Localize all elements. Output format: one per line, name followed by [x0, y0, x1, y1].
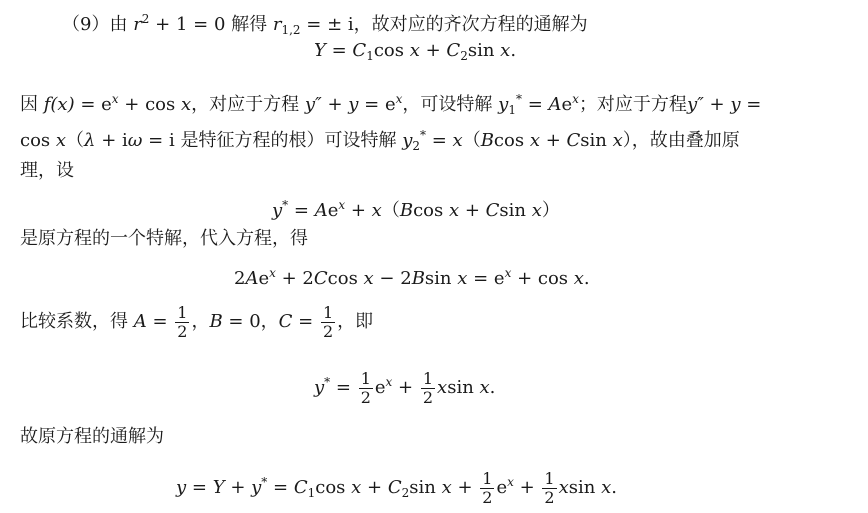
math-var: Y	[212, 477, 225, 498]
text-run: ，	[191, 311, 210, 332]
math-var: f(x)	[43, 94, 75, 115]
text-run: = ± i，故对应的齐次方程的通解为	[300, 14, 588, 35]
math-var: x	[558, 477, 569, 498]
math-var: y	[272, 200, 283, 221]
text-run: = e	[74, 94, 112, 115]
math-var: x	[479, 377, 490, 398]
fraction-denominator: 2	[482, 487, 493, 507]
text-run: 2	[234, 268, 246, 289]
math-var: A	[314, 200, 328, 221]
text-run: +	[513, 477, 541, 498]
solution-line-general	[20, 426, 164, 448]
text-run: +	[539, 130, 567, 151]
text-run: =	[521, 94, 549, 115]
math-var: x	[612, 130, 623, 151]
superscript: x	[269, 266, 276, 280]
math-var: y	[176, 477, 187, 498]
math-var: x	[448, 200, 460, 221]
math-var: x	[601, 477, 612, 498]
text-run: 理，设	[20, 160, 74, 181]
text-run: +	[345, 200, 372, 221]
text-run: +	[419, 40, 447, 61]
text-run: ，可设特解	[402, 94, 499, 115]
text-run: （9）由	[62, 14, 134, 35]
subscript: 1	[307, 486, 316, 500]
fraction-one-half	[421, 370, 435, 407]
text-run: sin	[499, 200, 532, 221]
text-run: =	[288, 200, 315, 221]
math-var: λ	[84, 130, 96, 151]
text-run: =	[292, 311, 319, 332]
text-run: +	[392, 377, 419, 398]
fraction-numerator: 1	[544, 468, 555, 488]
math-var: r	[133, 14, 142, 35]
math-var: A	[245, 268, 259, 289]
text-run: 因	[20, 94, 44, 115]
math-var: r	[272, 14, 282, 35]
text-run: sin	[409, 477, 442, 498]
fraction-denominator: 2	[422, 387, 434, 407]
superscript: x	[504, 266, 512, 280]
fraction-denominator: 2	[177, 321, 188, 341]
fraction-one-half	[175, 304, 189, 341]
solution-line-particular-intro	[20, 88, 761, 121]
math-var: C	[293, 477, 308, 498]
math-var: C	[352, 40, 367, 61]
text-run: 故原方程的通解为	[20, 426, 164, 447]
particular-solution-formula	[314, 362, 495, 408]
text-run: sin	[447, 377, 480, 398]
math-var: x	[180, 94, 192, 115]
text-run: .	[611, 477, 617, 498]
text-run: （	[381, 200, 400, 221]
math-var: x	[573, 268, 584, 289]
math-var: y	[251, 477, 262, 498]
solution-line-substitute	[20, 228, 308, 250]
fraction-numerator: 1	[322, 302, 334, 322]
text-run: ，即	[337, 311, 374, 332]
text-run: + cos	[511, 268, 574, 289]
math-var: y	[402, 130, 413, 151]
math-var: x	[457, 268, 468, 289]
superscript: *	[515, 92, 522, 106]
text-run: = 0，	[222, 311, 279, 332]
text-run: sin	[424, 268, 458, 289]
math-var: x	[529, 130, 540, 151]
math-var: x	[441, 477, 452, 498]
text-run: .	[583, 268, 590, 289]
text-run: cos	[327, 268, 364, 289]
text-run: e	[258, 268, 270, 289]
fraction-numerator: 1	[360, 368, 371, 388]
text-run: = e	[467, 268, 505, 289]
text-run: （	[462, 130, 481, 151]
text-run: + cos	[118, 94, 181, 115]
math-var: x	[437, 377, 448, 398]
math-var: C	[566, 130, 581, 151]
fraction-one-half	[542, 470, 556, 507]
text-run: + 2	[275, 268, 314, 289]
superscript: x	[111, 92, 119, 106]
text-run: cos	[20, 130, 56, 151]
text-run: 是原方程的一个特解，代入方程，得	[20, 228, 308, 249]
text-run: cos	[413, 200, 449, 221]
text-run: sin	[568, 477, 602, 498]
math-var: A	[548, 94, 562, 115]
solution-line-second-particular	[20, 124, 740, 157]
subscript: 1,2	[281, 23, 301, 37]
text-run: =	[146, 311, 174, 332]
math-var: A	[133, 311, 147, 332]
fraction-one-half	[321, 304, 335, 341]
trial-solution-formula	[272, 194, 560, 222]
text-run: +	[224, 477, 252, 498]
text-run: cos	[493, 130, 530, 151]
text-run: e	[327, 200, 339, 221]
math-var: C	[485, 200, 500, 221]
homogeneous-solution-formula	[314, 40, 516, 67]
text-run: + 1 = 0 解得	[149, 14, 273, 35]
math-var: C	[446, 40, 461, 61]
fraction-denominator: 2	[544, 487, 555, 507]
math-var: x	[351, 477, 362, 498]
math-var: y	[498, 94, 509, 115]
superscript: 2	[141, 12, 150, 26]
text-run: 比较系数，得	[20, 311, 134, 332]
text-run: =	[426, 130, 453, 151]
text-run: = e	[358, 94, 396, 115]
math-var: ω	[127, 130, 143, 151]
text-run: =	[186, 477, 213, 498]
subscript: 2	[412, 139, 420, 153]
fraction-numerator: 1	[482, 468, 493, 488]
superscript: x	[338, 198, 346, 212]
text-run: =	[325, 40, 353, 61]
fraction-numerator: 1	[422, 368, 434, 388]
text-run: =	[267, 477, 294, 498]
superscript: x	[385, 375, 393, 389]
superscript: *	[261, 475, 268, 489]
text-run: +	[361, 477, 388, 498]
text-run: .	[510, 40, 517, 61]
text-run: .	[489, 377, 496, 398]
superscript: *	[282, 198, 289, 212]
substituted-equation	[234, 262, 590, 290]
text-run: =	[330, 377, 357, 398]
math-var: y″ + y	[304, 94, 359, 115]
fraction-numerator: 1	[177, 302, 188, 322]
math-var: x	[371, 200, 382, 221]
general-solution-formula	[176, 462, 617, 513]
text-run: ），故由叠加原	[622, 130, 740, 151]
text-run: （	[66, 130, 85, 151]
math-var: y	[314, 377, 325, 398]
math-var: Y	[314, 40, 326, 61]
math-var: x	[500, 40, 511, 61]
fraction-denominator: 2	[360, 387, 371, 407]
text-run: cos	[315, 477, 352, 498]
subscript: 1	[508, 103, 516, 117]
text-run: cos	[373, 40, 410, 61]
text-run: sin	[580, 130, 613, 151]
coefficient-comparison	[20, 302, 373, 342]
text-run: +	[451, 477, 479, 498]
math-var: B	[399, 200, 414, 221]
math-var: x	[452, 130, 463, 151]
fraction-one-half	[359, 370, 373, 407]
superscript: *	[420, 128, 426, 142]
math-var: B	[411, 268, 425, 289]
superscript: x	[395, 92, 403, 106]
text-run: + i	[95, 130, 128, 151]
math-var: y″ + y	[686, 94, 741, 115]
math-var: C	[313, 268, 328, 289]
superscript: *	[324, 375, 331, 389]
math-var: B	[209, 311, 223, 332]
text-run: e	[496, 477, 508, 498]
fraction-denominator: 2	[322, 321, 334, 341]
math-var: x	[531, 200, 542, 221]
math-var: C	[278, 311, 293, 332]
text-run: +	[459, 200, 486, 221]
text-run: − 2	[373, 268, 412, 289]
text-run: sin	[467, 40, 501, 61]
subscript: 2	[401, 486, 410, 500]
text-run: =	[740, 94, 762, 115]
text-run: ）	[541, 200, 560, 221]
solution-line-superposition	[20, 160, 74, 182]
subscript: 1	[366, 49, 374, 63]
math-var: x	[363, 268, 374, 289]
subscript: 2	[460, 49, 468, 63]
math-var: x	[409, 40, 420, 61]
text-run: ，对应于方程	[191, 94, 305, 115]
text-run: = i 是特征方程的根）可设特解	[142, 130, 403, 151]
text-run: ；对应于方程	[578, 94, 687, 115]
math-var: C	[387, 477, 402, 498]
superscript: x	[572, 92, 579, 106]
math-var: B	[480, 130, 494, 151]
solution-line-problem-9	[62, 8, 588, 41]
fraction-one-half	[480, 470, 494, 507]
text-run: e	[374, 377, 386, 398]
superscript: x	[507, 475, 514, 489]
math-var: x	[55, 130, 67, 151]
text-run: e	[561, 94, 573, 115]
